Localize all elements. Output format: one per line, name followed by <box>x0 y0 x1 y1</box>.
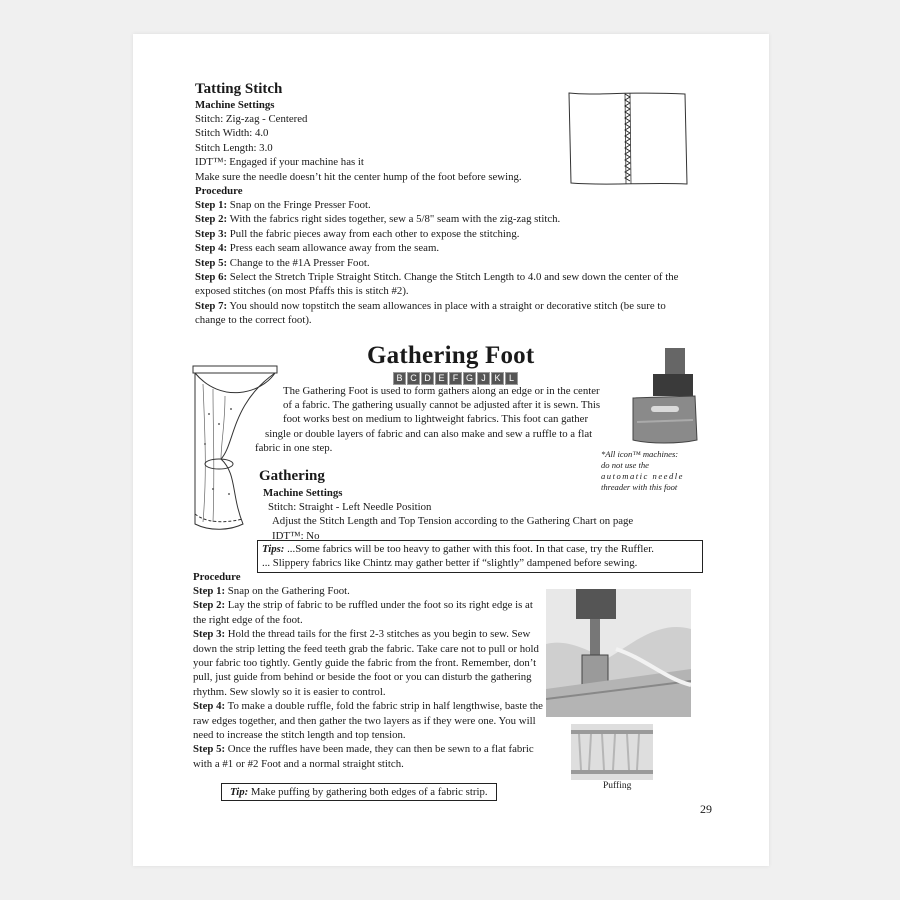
letter-icon: E <box>435 372 448 385</box>
tips-box <box>257 540 703 573</box>
gathering-foot-intro <box>283 384 623 398</box>
note-line: *All icon™ machines: <box>601 449 679 459</box>
tips-text: ... Slippery fabrics like Chintz may gather better if “slightly” dampened before sewing. <box>262 557 638 570</box>
step-item: Step 3: Pull the fabric pieces away from each other to expose the stitching. <box>195 227 520 240</box>
letter-icon: K <box>491 372 504 385</box>
intro-line: The Gathering Foot is used to form gathers along an edge or in the center <box>283 385 600 397</box>
step-item: Step 5: Once the ruffles have been made, they can then be sewn to a flat fabric with a #1 or #2 Foot and a normal straight stitch. <box>193 743 534 770</box>
step-item: Step 2: Lay the strip of fabric to be ruffled under the foot so its right edge is at the right edge of the foot. <box>193 599 533 626</box>
manual-page <box>133 34 769 866</box>
step-item: Step 4: To make a double ruffle, fold the fabric strip in half lengthwise, baste the raw edges together, and then gather the two layers as if they were one. You will need to increase the stitch length and top tension. <box>193 700 543 742</box>
intro-line: fabric in one step. <box>255 442 333 455</box>
step-item: Step 1: Snap on the Fringe Presser Foot. <box>195 199 371 211</box>
letter-icon: L <box>505 372 518 385</box>
setting-line: Stitch Width: 4.0 <box>195 127 269 140</box>
tatting-settings-heading: Machine Settings <box>195 99 275 111</box>
tatting-title: Tatting Stitch <box>195 81 283 97</box>
setting-line: Stitch: Straight - Left Needle Position <box>268 501 432 513</box>
setting-line: Make sure the needle doesn’t hit the center hump of the foot before sewing. <box>195 170 522 183</box>
letter-icon: B <box>393 372 406 385</box>
note-line: automatic needle <box>601 471 684 481</box>
page-number: 29 <box>700 802 712 816</box>
letter-icon: D <box>421 372 434 385</box>
sewing-machine-photo <box>546 589 691 717</box>
step-item: Step 1: Snap on the Gathering Foot. <box>193 585 350 597</box>
setting-line: IDT™: No <box>272 529 320 542</box>
step-item: Step 5: Change to the #1A Presser Foot. <box>195 256 370 269</box>
setting-line: Stitch: Zig-zag - Centered <box>195 113 308 125</box>
step-item: Step 2: With the fabrics right sides together, sew a 5/8" seam with the zig-zag stitch. <box>195 213 561 226</box>
letter-icon: G <box>463 372 476 385</box>
intro-line: foot works best on medium to lightweight fabrics. This foot can gather <box>283 413 589 426</box>
note-line: do not use the <box>601 460 649 470</box>
tatting-steps <box>195 198 695 328</box>
setting-line: IDT™: Engaged if your machine has it <box>195 156 364 169</box>
intro-line: of a fabric. The gathering usually cannot be adjusted after it is sewn. This <box>283 399 601 411</box>
gathering-foot-photo <box>629 346 701 446</box>
gathering-procedure-heading: Procedure <box>193 571 241 583</box>
tatting-settings <box>195 112 522 184</box>
letter-icon: J <box>477 372 490 385</box>
setting-line: Adjust the Stitch Length and Top Tension according to the Gathering Chart on page <box>272 515 634 528</box>
setting-line: Stitch Length: 3.0 <box>195 141 273 154</box>
tips-label: Tips: <box>262 543 285 555</box>
gathering-steps <box>193 584 547 771</box>
gathering-settings-heading: Machine Settings <box>263 487 343 499</box>
letter-icon: C <box>407 372 420 385</box>
puffing-photo <box>571 724 653 780</box>
tatting-procedure-heading: Procedure <box>195 185 243 197</box>
tip-label: Tip: <box>230 786 249 798</box>
gathering-title: Gathering <box>259 468 325 484</box>
icon-machines-note <box>601 449 684 493</box>
tip-box <box>221 783 497 801</box>
gathering-foot-intro-cont <box>255 398 601 456</box>
note-line: threader with this foot <box>601 482 678 492</box>
gathering-foot-title: Gathering Foot <box>367 342 535 369</box>
step-item: Step 6: Select the Stretch Triple Straight Stitch. Change the Stitch Length to 4.0 and sew down the center of the exposed stitches (on most Pfaffs this is stitch #2). <box>195 271 679 298</box>
step-item: Step 7: You should now topstitch the seam allowances in place with a straight or decorative stitch (be sure to change to the correct foot). <box>195 299 666 327</box>
tips-text: ...Some fabrics will be too heavy to gather with this foot. In that case, try the Ruffler. <box>284 543 654 555</box>
step-item: Step 4: Press each seam allowance away from the seam. <box>195 242 440 255</box>
intro-line: single or double layers of fabric and can also make and sew a ruffle to a flat <box>265 427 593 440</box>
step-item: Step 3: Hold the thread tails for the first 2-3 stitches as you begin to sew. Sew down the strip letting the feed teeth grab the fabric. Take care not to pull or hold your fabric too tightly. Gently guide the fabric from the front. Remember, don’t pull, just guide from behind or beside the foot or you can disturb the gathering rhythm. Sew slowly so it is easier to control. <box>193 628 539 698</box>
gathering-settings <box>268 500 633 543</box>
tatting-seam-illustration <box>567 90 689 188</box>
tip-text: Make puffing by gathering both edges of a fabric strip. <box>248 786 488 798</box>
puffing-caption: Puffing <box>603 781 632 791</box>
letter-icon: F <box>449 372 462 385</box>
